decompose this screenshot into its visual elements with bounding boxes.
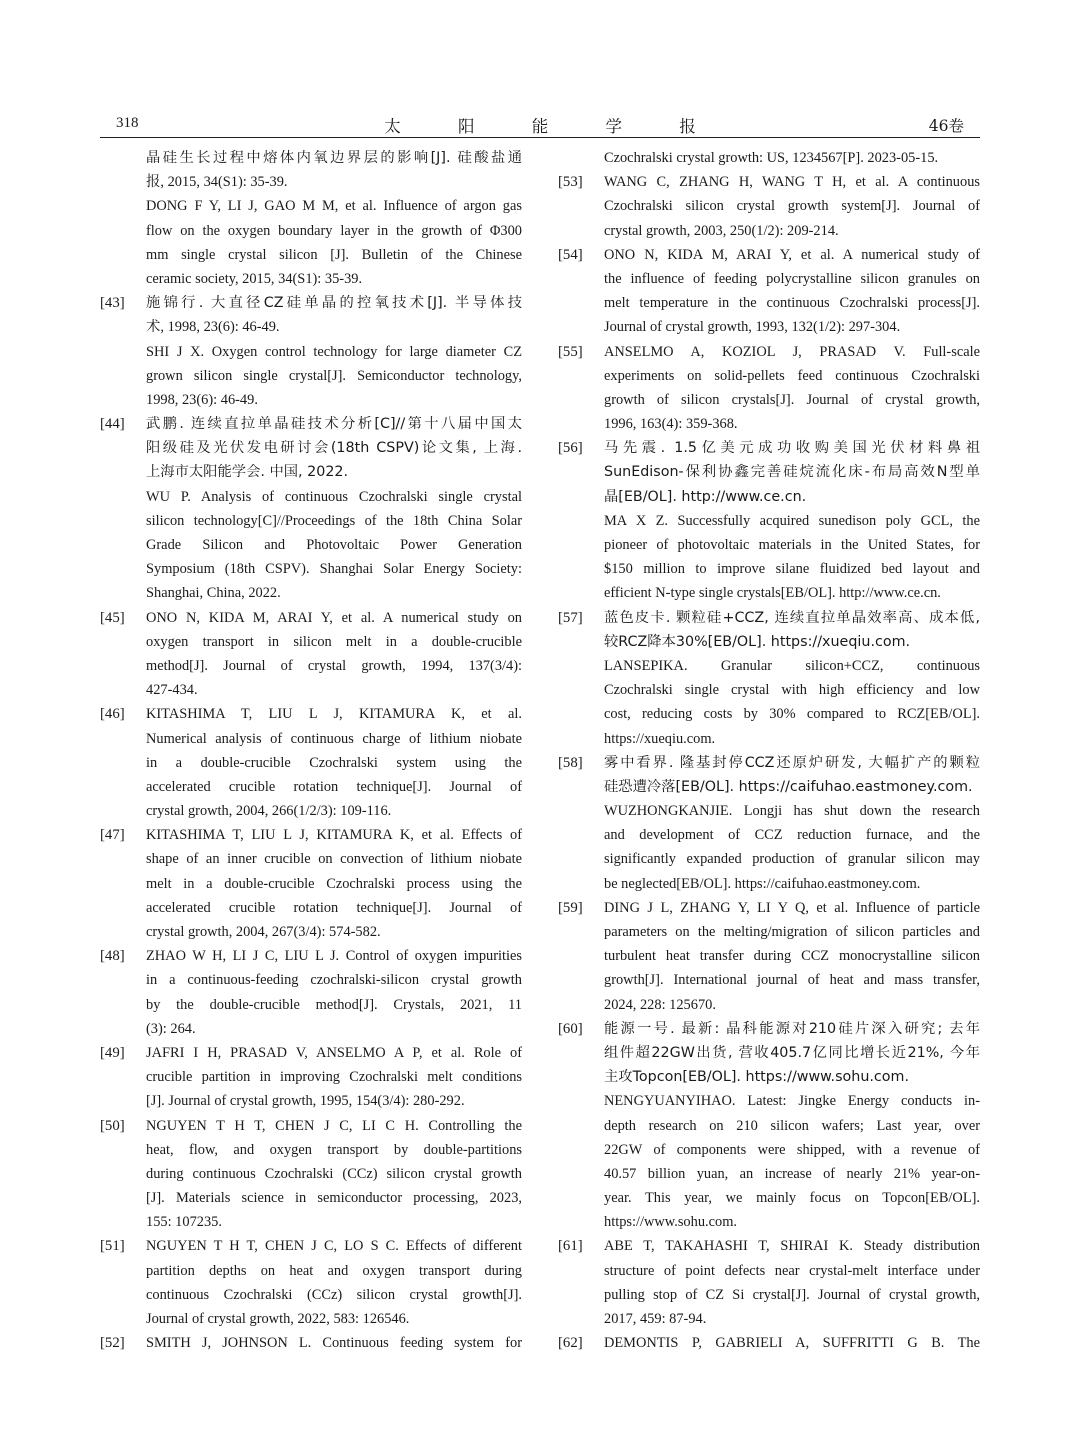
reference-line: method[J]. Journal of crystal growth, 1994, 137(3/4): [146,657,522,674]
journal-title: 太 阳 能 学 报 [384,117,722,136]
reference-number: [62] [558,1335,583,1352]
reference-line: growth[J]. International journal of heat and mass transfer, [604,972,980,989]
reference-line: 武鹏. 连续直拉单晶硅技术分析[C]//第十八届中国太 [146,416,522,433]
reference-entry [100,1114,522,1235]
reference-line: [J]. Journal of crystal growth, 1995, 154(3/4): 280-292. [146,1093,465,1110]
reference-line: NGUYEN T H T, CHEN J C, LI C H. Controlling the [146,1117,522,1134]
reference-line: NENGYUANYIHAO. Latest: Jingke Energy conducts in- [604,1093,980,1110]
reference-line: KITASHIMA T, LIU L J, KITAMURA K, et al. Effects of [146,827,522,844]
reference-line: ceramic society, 2015, 34(S1): 35-39. [146,270,363,287]
reference-entry [100,1041,522,1114]
reference-entry [558,1331,980,1355]
reference-number: [43] [100,295,125,312]
reference-line: the influence of feeding polycrystalline silicon granules on [604,270,980,287]
reference-number: [52] [100,1335,125,1352]
reference-line: Journal of crystal growth, 2022, 583: 126546. [146,1311,410,1327]
reference-line: 40.57 billion yuan, an increase of nearly 21% year-on- [604,1165,980,1182]
reference-entry [100,1234,522,1331]
reference-number: [48] [100,948,125,965]
reference-number: [56] [558,440,583,457]
reference-line: crystal growth, 2003, 250(1/2): 209-214. [604,222,839,239]
reference-line: $150 million to improve silane fluidized bed layout and [604,561,980,578]
reference-line: 22GW of components were shipped, with a revenue of [604,1141,980,1158]
reference-line: during continuous Czochralski (CCz) silicon crystal growth [146,1165,522,1182]
reference-line: DING J L, ZHANG Y, LI Y Q, et al. Influence of particle [604,899,980,916]
reference-line: 1998, 23(6): 46-49. [146,391,258,408]
reference-line: WANG C, ZHANG H, WANG T H, et al. A continuous [604,174,980,191]
reference-line: WUZHONGKANJIE. Longji has shut down the research [604,803,980,820]
reference-line: 晶硅生长过程中熔体内氧边界层的影响[J]. 硅酸盐通 [146,150,522,166]
reference-line: https://xueqiu.com. [604,730,716,747]
reference-line: 报, 2015, 34(S1): 35-39. [146,174,288,191]
reference-line: ABE T, TAKAHASHI T, SHIRAI K. Steady distribution [604,1238,980,1255]
reference-line: ANSELMO A, KOZIOL J, PRASAD V. Full-scale [604,343,980,360]
reference-entry [558,1017,980,1235]
reference-entry [558,436,980,605]
reference-column-left [100,146,522,1355]
reference-entry [100,944,522,1041]
reference-line: ONO N, KIDA M, ARAI Y, et al. A numerical study on [146,609,522,626]
reference-line: accelerated crucible rotation technique[J]. Journal of [146,899,522,916]
reference-number: [61] [558,1238,583,1255]
reference-line: NGUYEN T H T, CHEN J C, LO S C. Effects of different [146,1238,522,1255]
reference-line: grown silicon single crystal[J]. Semiconductor technology, [146,367,522,384]
reference-line: Shanghai, China, 2022. [146,585,281,602]
reference-line: Czochralski silicon crystal growth system[J]. Journal of [604,198,980,215]
reference-line: partition depths on heat and oxygen transport during [146,1262,522,1279]
reference-line: WU P. Analysis of continuous Czochralski single crystal [146,488,522,505]
reference-line: efficient N-type single crystals[EB/OL]. http://www.ce.cn. [604,585,941,602]
reference-entry [100,146,522,291]
reference-line: accelerated crucible rotation technique[J]. Journal of [146,778,522,795]
reference-line: 能源一号. 最新: 晶科能源对210硅片深入研究; 去年 [604,1020,980,1037]
reference-line: 较RCZ降本30%[EB/OL]. https://xueqiu.com. [604,633,911,650]
reference-line: 2017, 459: 87-94. [604,1311,707,1327]
reference-line: 1996, 163(4): 359-368. [604,416,738,433]
reference-line: parameters on the melting/migration of silicon particles and [604,924,980,940]
reference-entry [100,606,522,703]
reference-line: JAFRI I H, PRASAD V, ANSELMO A P, et al. Role of [146,1044,522,1061]
reference-line: 155: 107235. [146,1214,222,1231]
reference-line: 术, 1998, 23(6): 46-49. [146,319,280,336]
reference-line: Grade Silicon and Photovoltaic Power Generation [146,537,522,553]
reference-line: oxygen transport in silicon melt in a double-crucible [146,633,522,650]
reference-number: [60] [558,1020,583,1037]
reference-number: [55] [558,343,583,360]
reference-line: https://www.sohu.com. [604,1214,737,1231]
reference-line: continuous Czochralski (CCz) silicon crystal growth[J]. [146,1286,522,1303]
reference-line: significantly expanded production of granular silicon may [604,851,980,868]
reference-line: 晶[EB/OL]. http://www.ce.cn. [604,488,807,505]
reference-line: heat, flow, and oxygen transport by double-partitions [146,1141,522,1158]
reference-number: [54] [558,246,583,263]
reference-line: Journal of crystal growth, 1993, 132(1/2): 297-304. [604,319,901,336]
reference-line: 施锦行. 大直径CZ硅单晶的控氧技术[J]. 半导体技 [146,295,522,312]
reference-line: 马先震. 1.5亿美元成功收购美国光伏材料鼻祖 [604,440,980,457]
reference-number: [50] [100,1117,125,1134]
reference-number: [49] [100,1044,125,1061]
reference-line: DEMONTIS P, GABRIELI A, SUFFRITTI G B. The [604,1335,980,1352]
reference-line: melt in a double-crucible Czochralski process using the [146,875,522,892]
reference-line: SunEdison-保利协鑫完善硅烷流化床-布局高效N型单 [604,464,980,481]
reference-line: Symposium (18th CSPV). Shanghai Solar Energy Society: [146,561,522,578]
reference-line: 组件超22GW出货, 营收405.7亿同比增长近21%, 今年 [604,1044,980,1061]
reference-line: LANSEPIKA. Granular silicon+CCZ, continuous [604,657,980,674]
reference-column-right [558,146,980,1355]
reference-line: Czochralski crystal growth: US, 1234567[P]. 2023-05-15. [604,150,939,166]
reference-line: SMITH J, JOHNSON L. Continuous feeding system for [146,1335,522,1352]
reference-line: crystal growth, 2004, 267(3/4): 574-582. [146,924,381,940]
reference-number: [45] [100,609,125,626]
reference-line: 2024, 228: 125670. [604,996,716,1013]
volume-label: 46卷 [928,117,964,135]
reference-line: 硅恐遭冷落[EB/OL]. https://caifuhao.eastmoney.com. [604,778,973,795]
reference-entry [100,823,522,944]
reference-entry [100,291,522,412]
reference-number: [53] [558,174,583,191]
reference-entry [558,243,980,340]
reference-line: turbulent heat transfer during CCZ monocrystalline silicon [604,948,980,965]
reference-line: growth of silicon crystals[J]. Journal of crystal growth, [604,391,980,408]
reference-line: experiments on solid-pellets feed continuous Czochralski [604,367,980,384]
reference-line: shape of an inner crucible on convection of lithium niobate [146,851,522,868]
reference-line: pulling stop of CZ Si crystal[J]. Journal of crystal growth, [604,1286,980,1303]
reference-entry [558,340,980,437]
reference-line: crucible partition in improving Czochralski melt conditions [146,1069,522,1086]
reference-line: melt temperature in the continuous Czochralski process[J]. [604,295,980,312]
reference-line: structure of point defects near crystal-melt interface under [604,1262,980,1279]
reference-line: depth research on 210 silicon wafers; Last year, over [604,1117,980,1134]
reference-entry [100,1331,522,1355]
reference-entry [558,896,980,1017]
running-header [100,113,980,138]
reference-line: 阳级硅及光伏发电研讨会(18th CSPV)论文集, 上海. [146,440,522,457]
reference-line: MA X Z. Successfully acquired sunedison poly GCL, the [604,512,980,529]
reference-line: in a double-crucible Czochralski system using the [146,754,522,771]
reference-line: [J]. Materials science in semiconductor processing, 2023, [146,1190,522,1207]
reference-entry [558,1234,980,1331]
reference-line: year. This year, we mainly focus on Topcon[EB/OL]. [604,1190,980,1207]
reference-line: mm single crystal silicon [J]. Bulletin of the Chinese [146,246,522,263]
reference-number: [46] [100,706,125,723]
reference-line: 主攻Topcon[EB/OL]. https://www.sohu.com. [604,1069,910,1086]
reference-number: [51] [100,1238,125,1255]
reference-line: in a continuous-feeding czochralski-silicon crystal growth [146,972,522,989]
reference-entry [100,412,522,606]
reference-line: crystal growth, 2004, 266(1/2/3): 109-116. [146,803,392,820]
reference-number: [44] [100,416,125,433]
reference-line: (3): 264. [146,1020,196,1037]
reference-line: SHI J X. Oxygen control technology for large diameter CZ [146,343,522,360]
reference-number: [59] [558,899,583,916]
reference-line: silicon technology[C]//Proceedings of the 18th China Solar [146,512,522,529]
reference-line: ZHAO W H, LI J C, LIU L J. Control of oxygen impurities [146,948,522,965]
reference-line: be neglected[EB/OL]. https://caifuhao.eastmoney.com. [604,875,921,892]
reference-number: [47] [100,827,125,844]
reference-line: 上海市太阳能学会. 中国, 2022. [146,464,349,481]
reference-line: cost, reducing costs by 30% compared to RCZ[EB/OL]. [604,706,980,723]
reference-line: flow on the oxygen boundary layer in the growth of Φ300 [146,222,522,239]
reference-entry [558,751,980,896]
reference-line: pioneer of photovoltaic materials in the United States, for [604,537,980,553]
reference-number: [57] [558,609,583,626]
reference-entry [558,606,980,751]
reference-line: 雾中看界. 隆基封停CCZ还原炉研发, 大幅扩产的颗粒 [604,754,980,771]
reference-line: 蓝色皮卡. 颗粒硅+CCZ, 连续直拉单晶效率高、成本低, [604,609,980,626]
reference-line: DONG F Y, LI J, GAO M M, et al. Influence of argon gas [146,198,522,215]
reference-line: Czochralski single crystal with high efficiency and low [604,682,980,699]
reference-number: [58] [558,754,583,771]
reference-line: KITASHIMA T, LIU L J, KITAMURA K, et al. [146,706,522,723]
page-number: 318 [116,115,139,131]
reference-line: by the double-crucible method[J]. Crystals, 2021, 11 [146,996,522,1013]
reference-entry [100,702,522,823]
reference-entry [558,170,980,243]
reference-entry [558,146,980,170]
reference-line: Numerical analysis of continuous charge of lithium niobate [146,730,522,747]
reference-line: 427-434. [146,682,198,699]
reference-line: and development of CCZ reduction furnace, and the [604,827,980,844]
reference-line: ONO N, KIDA M, ARAI Y, et al. A numerical study of [604,246,980,263]
